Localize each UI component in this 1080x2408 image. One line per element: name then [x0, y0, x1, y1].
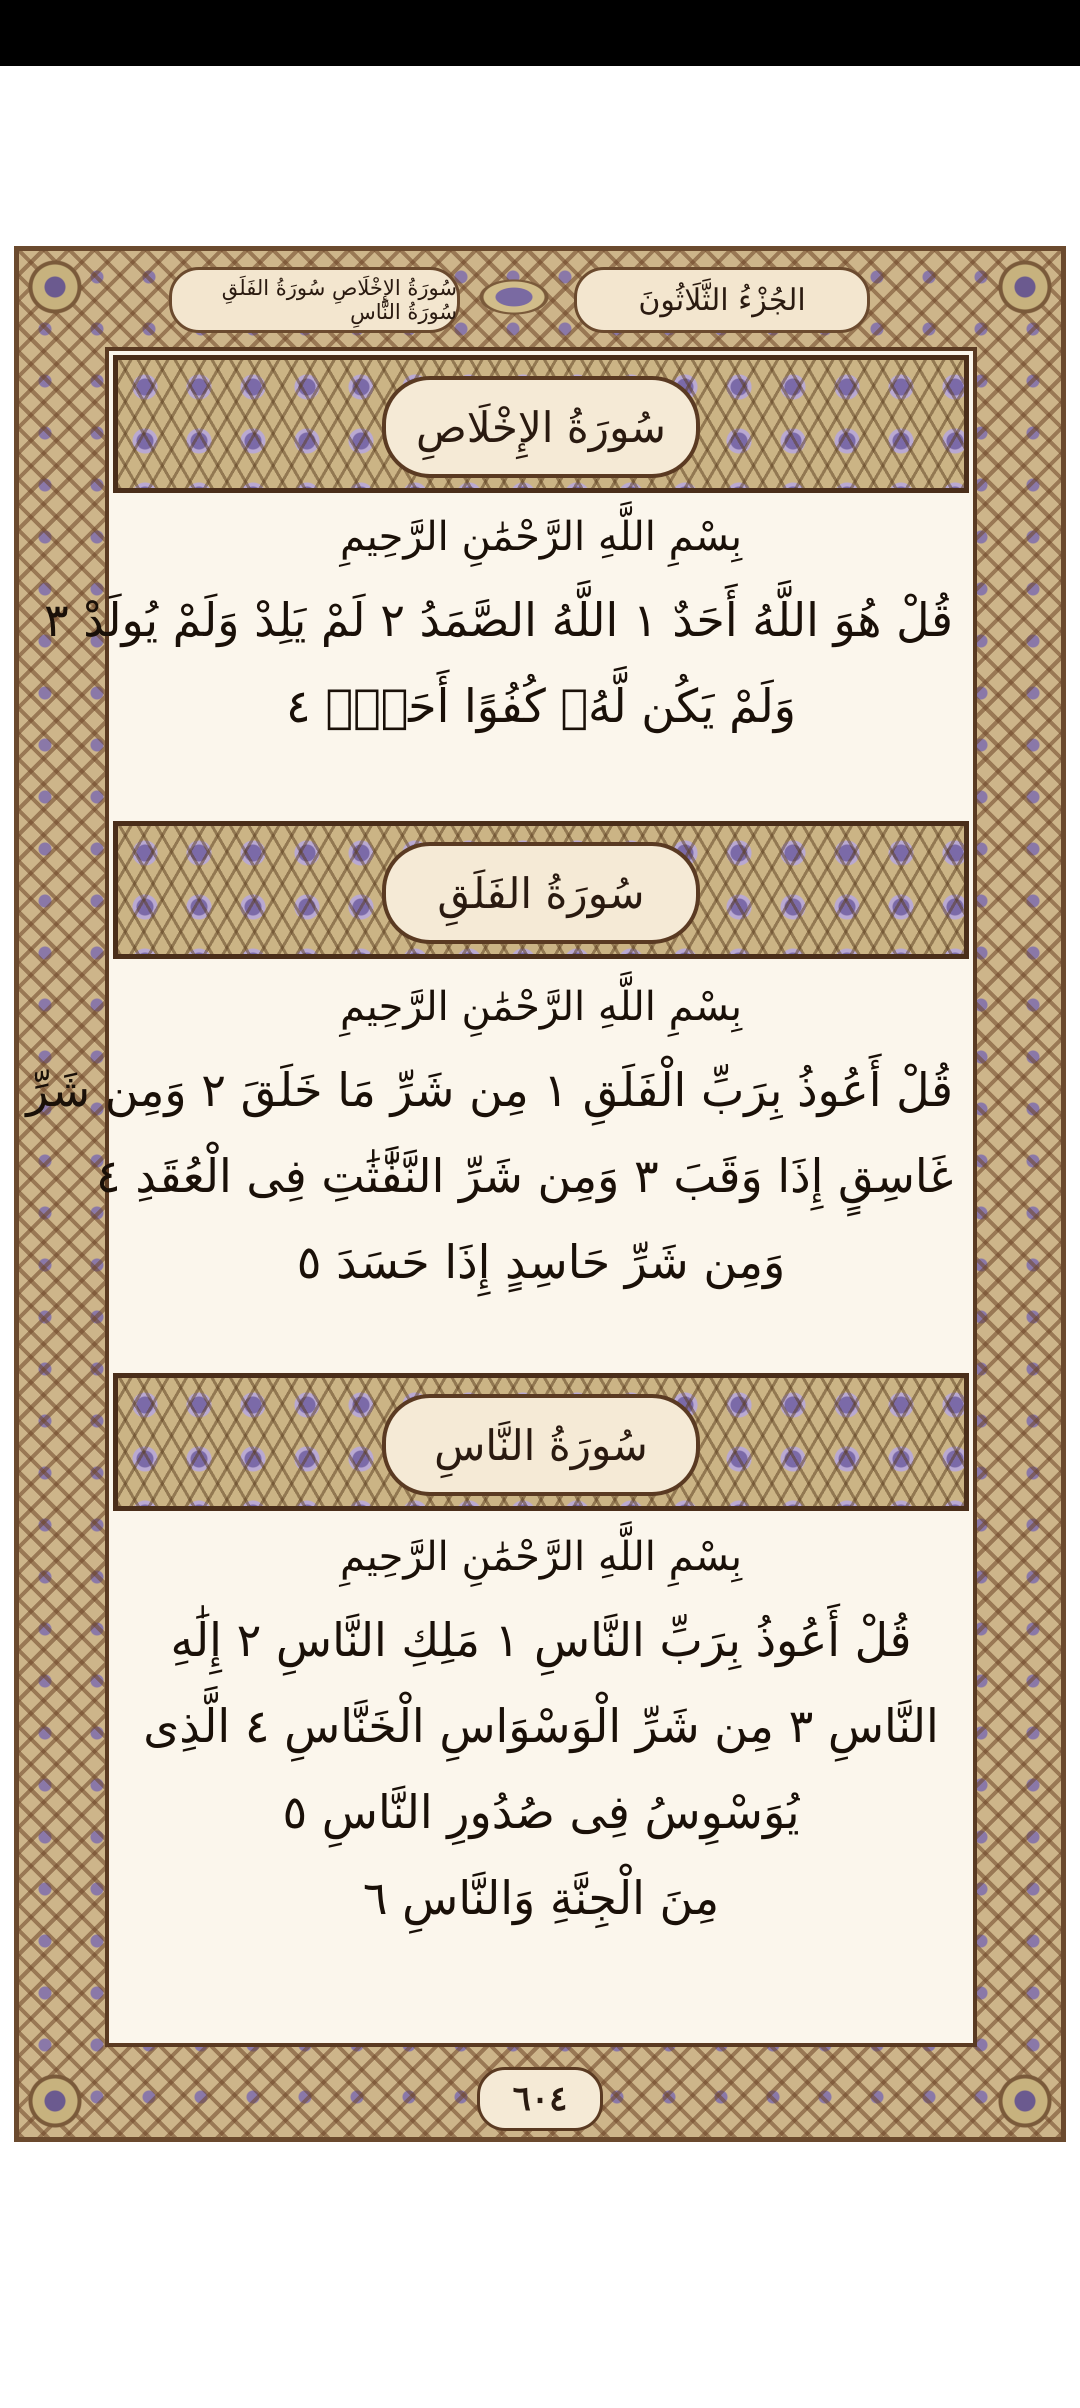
mushaf-page[interactable] [14, 246, 1066, 2142]
surah-banner-ikhlas [113, 355, 969, 493]
surah-title: سُورَةُ الفَلَقِ [382, 842, 700, 944]
ayah-line[interactable]: وَمِن شَرِّ حَاسِدٍ إِذَا حَسَدَ ٥ [296, 1235, 786, 1289]
ayah-line[interactable]: النَّاسِ ٣ مِن شَرِّ الْوَسْوَاسِ الْخَنَّاسِ ٤ الَّذِى [143, 1699, 939, 1753]
corner-rosette [25, 257, 85, 317]
corner-rosette [25, 2071, 85, 2131]
header-surah-names: سُورَةُ الإِخْلَاصِ سُورَةُ الفَلَقِ سُورَةُ النَّاسِ [169, 267, 460, 333]
status-bar [0, 0, 1080, 66]
surah-title: سُورَةُ النَّاسِ [382, 1394, 700, 1496]
page-number: ٦٠٤ [477, 2067, 603, 2131]
ayah-line[interactable]: يُوَسْوِسُ فِى صُدُورِ النَّاسِ ٥ [282, 1785, 800, 1839]
text-panel [26, 347, 977, 2047]
surah-banner-nas [113, 1373, 969, 1511]
ayah-line[interactable]: مِنَ الْجِنَّةِ وَالنَّاسِ ٦ [362, 1871, 720, 1925]
basmala: بِسْمِ اللَّهِ الرَّحْمَٰنِ الرَّحِيمِ [339, 514, 743, 560]
surah-title: سُورَةُ الإِخْلَاصِ [382, 376, 700, 478]
ayah-line[interactable]: قُلْ أَعُوذُ بِرَبِّ النَّاسِ ١ مَلِكِ النَّاسِ ٢ إِلَٰهِ [170, 1613, 912, 1667]
ayah-line[interactable]: قُلْ هُوَ اللَّهُ أَحَدٌ ١ اللَّهُ الصَّمَدُ ٢ لَمْ يَلِدْ وَلَمْ يُولَدْ ٣ [43, 593, 953, 647]
header-knot-ornament [459, 269, 569, 325]
basmala: بِسْمِ اللَّهِ الرَّحْمَٰنِ الرَّحِيمِ [339, 1534, 743, 1580]
corner-rosette [995, 257, 1055, 317]
surah-text-nas [129, 1527, 953, 1941]
basmala: بِسْمِ اللَّهِ الرَّحْمَٰنِ الرَّحِيمِ [339, 984, 743, 1030]
surah-text-falaq [26, 977, 953, 1305]
ayah-line[interactable]: غَاسِقٍ إِذَا وَقَبَ ٣ وَمِن شَرِّ النَّفَّٰثَٰتِ فِى الْعُقَدِ ٤ [96, 1149, 953, 1203]
corner-rosette [995, 2071, 1055, 2131]
surah-text-ikhlas [43, 507, 953, 749]
surah-banner-falaq [113, 821, 969, 959]
ayah-line[interactable]: قُلْ أَعُوذُ بِرَبِّ الْفَلَقِ ١ مِن شَرِّ مَا خَلَقَ ٢ وَمِن شَرِّ [26, 1063, 953, 1117]
juz-label: الجُزْءُ الثَّلَاثُونَ [574, 267, 870, 333]
ayah-line[interactable]: وَلَمْ يَكُن لَّهُۥ كُفُوًا أَحَدٌۢ ٤ [286, 679, 796, 733]
